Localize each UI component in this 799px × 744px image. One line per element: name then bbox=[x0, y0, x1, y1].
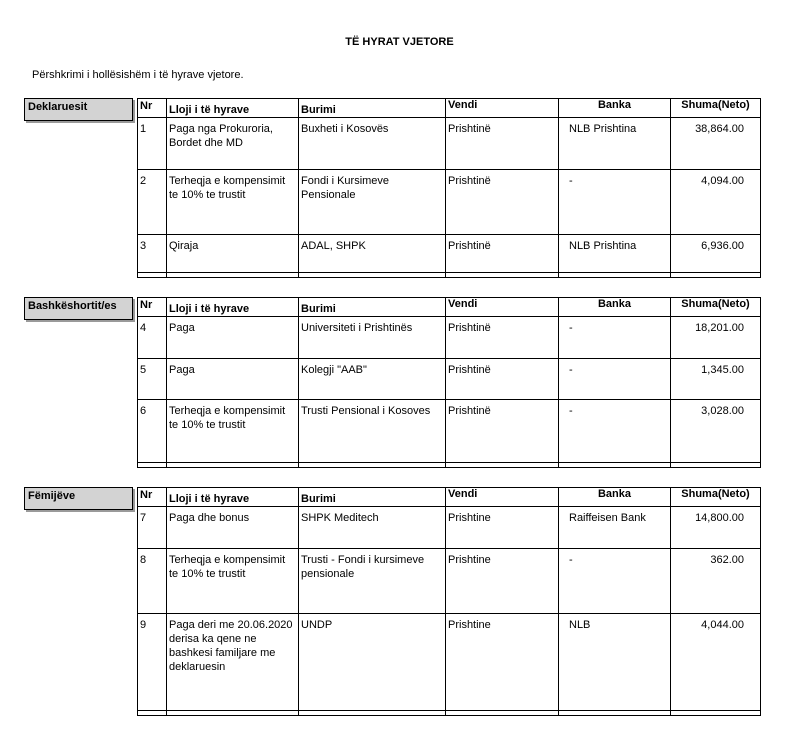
cell-type: Qiraja bbox=[167, 235, 299, 273]
header-source: Burimi bbox=[299, 488, 446, 507]
cell-type: Paga nga Prokuroria, Bordet dhe MD bbox=[167, 118, 299, 170]
cell-bank: - bbox=[559, 549, 671, 614]
cell-amount: 4,094.00 bbox=[671, 170, 761, 235]
table-header-row bbox=[138, 99, 761, 118]
section-label: Deklaruesit bbox=[24, 98, 133, 121]
header-amount: Shuma(Neto) bbox=[671, 99, 761, 118]
cell-nr: 6 bbox=[138, 400, 167, 463]
table-header-row bbox=[138, 298, 761, 317]
cell-amount: 14,800.00 bbox=[671, 507, 761, 549]
page-title: TË HYRAT VJETORE bbox=[345, 36, 454, 48]
table-row bbox=[138, 170, 761, 235]
cell-source: Fondi i Kursimeve Pensionale bbox=[299, 170, 446, 235]
cell-type: Terheqja e kompensimit te 10% te trustit bbox=[167, 549, 299, 614]
table-spacer-row bbox=[138, 711, 761, 716]
header-bank: Banka bbox=[559, 99, 671, 118]
table-row bbox=[138, 118, 761, 170]
header-nr: Nr bbox=[138, 99, 167, 118]
cell-amount: 3,028.00 bbox=[671, 400, 761, 463]
cell-source: ADAL, SHPK bbox=[299, 235, 446, 273]
cell-type: Terheqja e kompensimit te 10% te trustit bbox=[167, 400, 299, 463]
income-table bbox=[137, 487, 761, 716]
cell-bank: - bbox=[559, 359, 671, 400]
cell-amount: 38,864.00 bbox=[671, 118, 761, 170]
section-label: Bashkëshortit/es bbox=[24, 297, 133, 320]
cell-amount: 6,936.00 bbox=[671, 235, 761, 273]
cell-nr: 1 bbox=[138, 118, 167, 170]
cell-source: Universiteti i Prishtinës bbox=[299, 317, 446, 359]
cell-place: Prishtinë bbox=[446, 170, 559, 235]
cell-place: Prishtinë bbox=[446, 118, 559, 170]
cell-nr: 9 bbox=[138, 614, 167, 711]
table-row bbox=[138, 614, 761, 711]
cell-place: Prishtinë bbox=[446, 235, 559, 273]
cell-type: Paga bbox=[167, 317, 299, 359]
cell-nr: 3 bbox=[138, 235, 167, 273]
table-spacer-row bbox=[138, 463, 761, 468]
cell-bank: - bbox=[559, 400, 671, 463]
cell-nr: 7 bbox=[138, 507, 167, 549]
cell-place: Prishtine bbox=[446, 507, 559, 549]
header-place: Vendi bbox=[446, 99, 559, 118]
header-type: Lloji i të hyrave bbox=[167, 99, 299, 118]
header-type: Lloji i të hyrave bbox=[167, 488, 299, 507]
income-table bbox=[137, 98, 761, 278]
header-amount: Shuma(Neto) bbox=[671, 488, 761, 507]
cell-source: SHPK Meditech bbox=[299, 507, 446, 549]
cell-place: Prishtine bbox=[446, 614, 559, 711]
header-bank: Banka bbox=[559, 298, 671, 317]
cell-place: Prishtine bbox=[446, 549, 559, 614]
cell-source: UNDP bbox=[299, 614, 446, 711]
cell-amount: 18,201.00 bbox=[671, 317, 761, 359]
table-row bbox=[138, 400, 761, 463]
section-label: Fëmijëve bbox=[24, 487, 133, 510]
cell-type: Paga bbox=[167, 359, 299, 400]
cell-nr: 5 bbox=[138, 359, 167, 400]
header-place: Vendi bbox=[446, 298, 559, 317]
cell-nr: 2 bbox=[138, 170, 167, 235]
income-table bbox=[137, 297, 761, 468]
table-row bbox=[138, 317, 761, 359]
header-source: Burimi bbox=[299, 298, 446, 317]
cell-source: Kolegji "AAB" bbox=[299, 359, 446, 400]
table-row bbox=[138, 235, 761, 273]
cell-place: Prishtinë bbox=[446, 317, 559, 359]
cell-bank: NLB bbox=[559, 614, 671, 711]
cell-amount: 362.00 bbox=[671, 549, 761, 614]
page-description: Përshkrimi i hollësishëm i të hyrave vjetore. bbox=[32, 69, 244, 81]
header-bank: Banka bbox=[559, 488, 671, 507]
table-row bbox=[138, 359, 761, 400]
cell-type: Terheqja e kompensimit te 10% te trustit bbox=[167, 170, 299, 235]
cell-bank: NLB Prishtina bbox=[559, 118, 671, 170]
cell-nr: 8 bbox=[138, 549, 167, 614]
header-amount: Shuma(Neto) bbox=[671, 298, 761, 317]
table-row bbox=[138, 507, 761, 549]
header-nr: Nr bbox=[138, 488, 167, 507]
header-source: Burimi bbox=[299, 99, 446, 118]
header-place: Vendi bbox=[446, 488, 559, 507]
cell-nr: 4 bbox=[138, 317, 167, 359]
header-type: Lloji i të hyrave bbox=[167, 298, 299, 317]
cell-place: Prishtinë bbox=[446, 359, 559, 400]
cell-source: Trusti - Fondi i kursimeve pensionale bbox=[299, 549, 446, 614]
header-nr: Nr bbox=[138, 298, 167, 317]
cell-source: Trusti Pensional i Kosoves bbox=[299, 400, 446, 463]
table-row bbox=[138, 549, 761, 614]
table-header-row bbox=[138, 488, 761, 507]
cell-bank: - bbox=[559, 170, 671, 235]
cell-amount: 4,044.00 bbox=[671, 614, 761, 711]
cell-bank: Raiffeisen Bank bbox=[559, 507, 671, 549]
cell-type: Paga dhe bonus bbox=[167, 507, 299, 549]
cell-place: Prishtinë bbox=[446, 400, 559, 463]
table-spacer-row bbox=[138, 273, 761, 278]
cell-bank: - bbox=[559, 317, 671, 359]
cell-type: Paga deri me 20.06.2020 derisa ka qene ne bashkesi familjare me deklaruesin bbox=[167, 614, 299, 711]
cell-source: Buxheti i Kosovës bbox=[299, 118, 446, 170]
cell-bank: NLB Prishtina bbox=[559, 235, 671, 273]
cell-amount: 1,345.00 bbox=[671, 359, 761, 400]
